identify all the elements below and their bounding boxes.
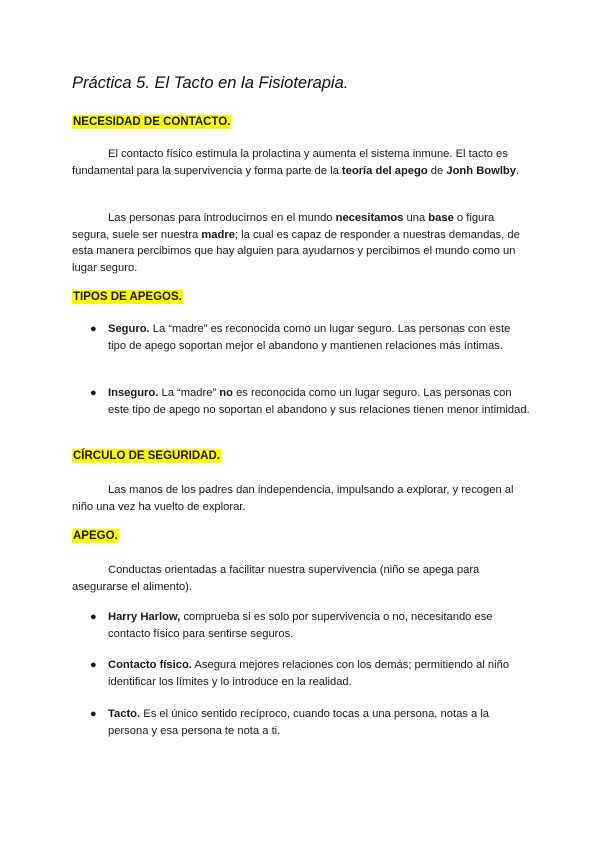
list-item-seguro: ● Seguro. La “madre” es reconocida como un lugar seguro. Las personas con este tipo de apego soportan mejor el abandono y mantienen relaciones más íntimas. — [90, 323, 511, 352]
heading-tipos-apegos: TIPOS DE APEGOS. — [73, 291, 182, 303]
heading-necesidad-contacto: NECESIDAD DE CONTACTO. — [73, 116, 231, 128]
bullet-icon: ● — [90, 708, 97, 720]
list-item-contacto-fisico: ● Contacto físico. Asegura mejores relaciones con los demás; permitiendo al niño identificar los límites y lo introduce en la realidad. — [90, 659, 510, 688]
page-title: Práctica 5. El Tacto en la Fisioterapia. — [72, 74, 349, 92]
heading-apego: APEGO. — [73, 530, 118, 542]
list-item-inseguro: ● Inseguro. La “madre” no es reconocida como un lugar seguro. Las personas con este tipo de apego no soportan el abandono y sus relaciones tienen menor intimidad. — [90, 387, 530, 416]
list-item-tacto: ● Tacto. Es el único sentido recíproco, cuando tocas a una persona, notas a la persona y esa persona te nota a ti. — [90, 708, 490, 737]
paragraph-apego: Conductas orientadas a facilitar nuestra supervivencia (niño se apega para asegurarse el alimento). — [72, 564, 480, 593]
paragraph-base-segura: Las personas para introducirnos en el mundo necesitamos una base o figura segura, suele ser nuestra madre; la cual es capaz de responder a nuestras demandas, de esta manera percibimos que hay alguien para ayudarnos y percibimos el mundo como un lugar seguro. — [72, 212, 520, 274]
bullet-icon: ● — [90, 659, 97, 671]
paragraph-circulo-seguridad: Las manos de los padres dan independencia, impulsando a explorar, y recogen al niño una vez ha vuelto de explorar. — [72, 484, 514, 513]
paragraph-contacto-fisico: El contacto físico estimula la prolactina y aumenta el sistema inmune. El tacto es fundamental para la supervivencia y forma parte de la teoría del apego de Jonh Bowlby. — [72, 148, 520, 177]
bullet-icon: ● — [90, 387, 97, 399]
heading-circulo-seguridad: CÍRCULO DE SEGURIDAD. — [73, 450, 220, 462]
bullet-icon: ● — [90, 323, 97, 335]
list-item-harry-harlow: ● Harry Harlow, comprueba si es solo por supervivencia o no, necesitando ese contacto físico para sentirse seguros. — [90, 611, 493, 640]
bullet-icon: ● — [90, 611, 97, 623]
